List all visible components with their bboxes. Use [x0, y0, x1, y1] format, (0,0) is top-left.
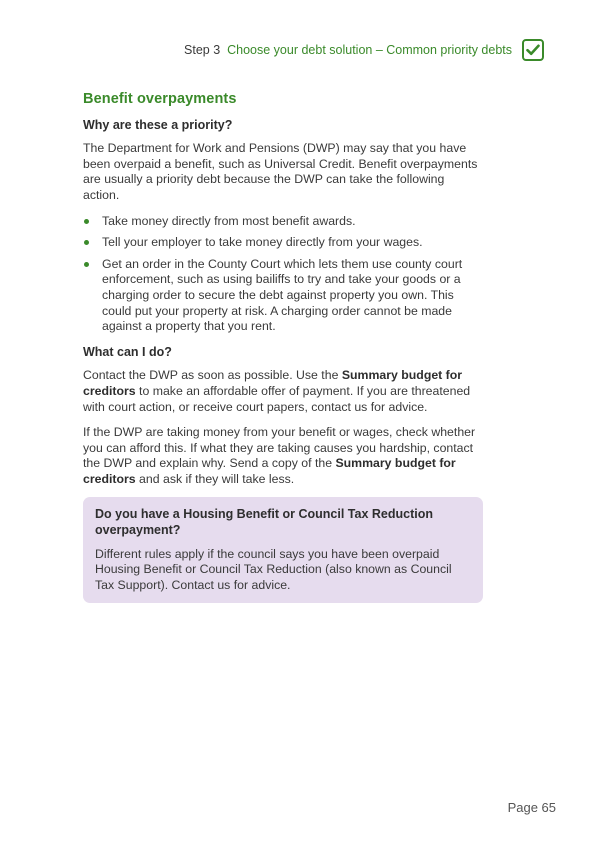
housing-benefit-callout — [83, 497, 483, 603]
advice-paragraph-2 — [83, 425, 483, 487]
question-why-priority: Why are these a priority? — [83, 117, 233, 132]
step-label: Step 3 — [184, 43, 221, 57]
section-title: Benefit overpayments — [83, 91, 237, 107]
text-span: to make an affordable offer of payment. If you are threatened with court action, or receive court papers, contact us for advice. — [83, 383, 471, 414]
summary-budget-ref: Summary budget for creditors — [83, 456, 456, 486]
main-content — [83, 92, 483, 603]
action-list — [83, 214, 483, 335]
summary-budget-ref: Summary budget for creditors — [83, 368, 463, 398]
list-item: Take money directly from most benefit awards. — [83, 214, 483, 230]
callout-title: Do you have a Housing Benefit or Council Tax Reduction overpayment? — [95, 507, 433, 538]
header-text — [184, 43, 512, 57]
intro-paragraph: The Department for Work and Pensions (DWP) may say that you have been overpaid a benefit, such as Universal Credit. Benefit overpayments are usually a priority debt because the DWP can take the following action. — [83, 141, 478, 202]
list-item: Get an order in the County Court which lets them use county court enforcement, such as using bailiffs to try and take your goods or a charging order to secure the debt against property you own. This could put your property at risk. A charging order cannot be made against a property that you rent. — [83, 257, 483, 335]
page-number: Page 65 — [507, 800, 556, 815]
checkmark-box-icon — [522, 39, 544, 61]
text-span: If the DWP are taking money from your benefit or wages, check whether you can afford this. If what they are taking causes you hardship, contact the DWP and explain why. Send a copy of the — [83, 425, 476, 471]
question-what-can-i-do: What can I do? — [83, 344, 172, 359]
page-header — [184, 38, 544, 62]
advice-paragraph-1 — [83, 368, 483, 415]
text-span: and ask if they will take less. — [135, 471, 295, 486]
callout-body: Different rules apply if the council says you have been overpaid Housing Benefit or Council Tax Reduction (also known as Council Tax Support). Contact us for advice. — [95, 546, 452, 592]
text-span: Contact the DWP as soon as possible. Use the — [83, 368, 342, 383]
breadcrumb: Choose your debt solution – Common priority debts — [227, 43, 512, 57]
list-item: Tell your employer to take money directly from your wages. — [83, 235, 483, 251]
